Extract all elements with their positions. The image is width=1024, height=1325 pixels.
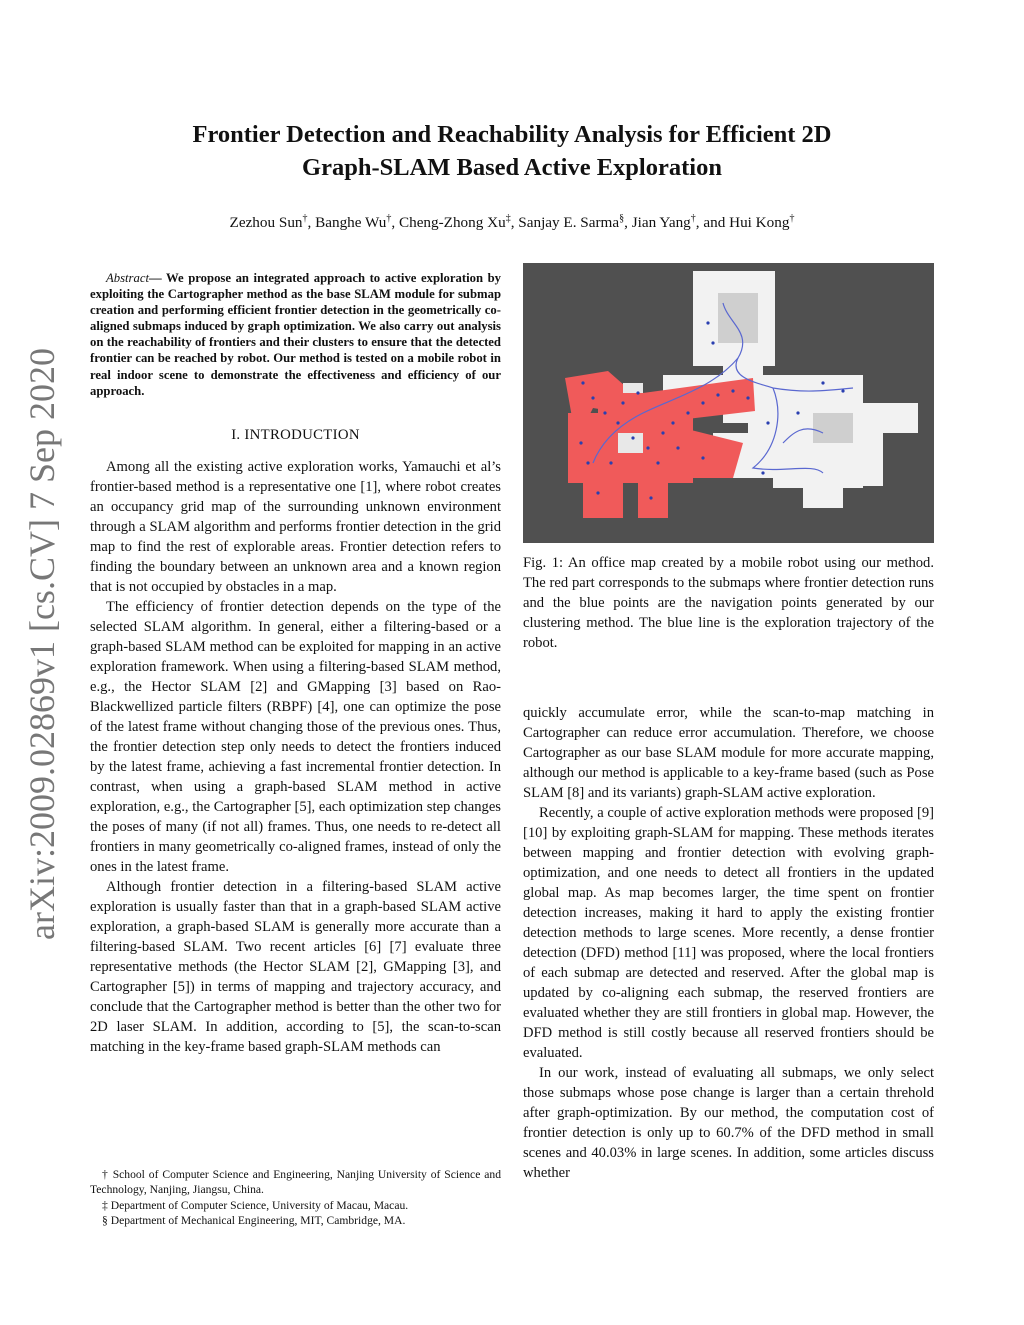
author: Sanjay E. Sarma§: [518, 213, 625, 232]
author: Banghe Wu†: [315, 213, 392, 232]
footnotes: [90, 1167, 501, 1229]
paragraph: Recently, a couple of active exploration methods were proposed [9] [10] by exploiting graph-SLAM for mapping. These methods iterates between mapping and frontier detection with evolving graph-optimization, and one needs to detect all frontiers in the updated global map. As map becomes larger, the time spent on frontier detection increases, making it hard to apply the existing frontier detection methods to large scenes. More recently, a dense frontier detection (DFD) method [11] was proposed, where the local frontiers of each submap are detected and reserved. After the global map is updated by co-aligning each submap, the reserved frontiers are evaluated whether they are still frontiers in global map. However, the DFD method is still costly because all reserved frontiers should be evaluated.: [523, 805, 934, 1061]
author: and Hui Kong†: [703, 213, 795, 232]
abstract-text: — We propose an integrated approach to active exploration by exploiting the Cartographer method as the base SLAM module for submap creation and performing efficient frontier detection in the geometrically co-aligned submaps induced by graph optimization. We also carry out analysis on the reachability of frontiers and their clusters to ensure that the detected frontier can be reached by robot. Our method is tested on a mobile robot in real indoor scene to demonstrate the effectiveness and efficiency of our approach.: [90, 271, 501, 398]
paragraph: The efficiency of frontier detection depends on the type of the selected SLAM algorithm. In general, either a filtering-based or a graph-based SLAM method can be exploited for mapping in an active exploration framework. When using a filtering-based SLAM method, e.g., the Hector SLAM [2] and GMapping [3] based on Rao-Blackwellized particle filters (RBPF) [4], one can optimize the pose of the latest frame without changing those of the previous ones. Thus, the frontier detection step only needs to detect the frontiers induced by the latest frame, achieving a fast incremental frontier detection. In contrast, when using a graph-based SLAM method in active exploration, e.g., the Cartographer [5], each optimization step changes the poses of many (if not all) frames. Thus, one needs to re-detect all frontiers in many geometrically co-aligned frames, instead of only the ones in the latest frame.: [90, 598, 501, 875]
author: Cheng-Zhong Xu‡: [398, 213, 511, 232]
office-map-image: [523, 263, 934, 543]
paragraph: Among all the existing active exploration works, Yamauchi et al’s frontier-based method is a representative one [1], where robot creates an occupancy grid map of the surrounding unknown environment through a SLAM algorithm and performs frontier detection in the grid map to find the rest of explorable areas. Frontier detection refers to finding the boundary between an unknown area and a known region that is not occupied by obstacles in a map.: [90, 458, 501, 595]
section-heading: I. INTRODUCTION: [231, 426, 360, 443]
figure-office-map: [523, 263, 934, 543]
figure-caption: Fig. 1: An office map created by a mobile robot using our method. The red part corresponds to the submaps where frontier detection runs and the blue points are the navigation points generated by our clustering method. The blue line is the exploration trajectory of the robot.: [523, 555, 934, 651]
paragraph: quickly accumulate error, while the scan-to-map matching in Cartographer can reduce error accumulation. Therefore, we choose Cartographer as our base SLAM module for more accurate mapping, although our method is applicable to a key-frame based (such as Pose SLAM [8] and its variants) graph-SLAM active exploration.: [523, 705, 934, 801]
author: Zezhou Sun†: [229, 213, 308, 232]
abstract: [90, 270, 501, 399]
abstract-label: Abstract: [106, 271, 149, 285]
footnote: § Department of Mechanical Engineering, MIT, Cambridge, MA.: [102, 1214, 406, 1228]
arxiv-side-label: arXiv:2009.02869v1 [cs.CV] 7 Sep 2020: [22, 348, 62, 940]
title-line-1: Frontier Detection and Reachability Analysis for Efficient 2D: [192, 121, 832, 148]
paper-title: [90, 118, 934, 184]
left-column: [90, 270, 501, 1057]
footnote: ‡ Department of Computer Science, University of Macau, Macau.: [102, 1198, 409, 1212]
paragraph: In our work, instead of evaluating all submaps, we only select those submaps whose pose change is larger than a certain threhold after graph-optimization. By our method, the computation cost of frontier detection is only up to 60.7% of the DFD method in small scenes and 40.03% in large scenes. In addition, some articles discuss whether: [523, 1065, 934, 1181]
author: Jian Yang†: [631, 213, 696, 232]
footnote: † School of Computer Science and Engineering, Nanjing University of Science and Technology, Nanjing, Jiangsu, China.: [90, 1168, 501, 1197]
author-list: Zezhou Sun†, Banghe Wu†, Cheng-Zhong Xu‡, Sanjay E. Sarma§, Jian Yang†, and Hui Kong†: [229, 213, 795, 232]
right-column: [523, 703, 934, 1183]
title-line-2: Graph-SLAM Based Active Exploration: [302, 154, 722, 181]
paragraph: Although frontier detection in a filtering-based SLAM active exploration is usually faster than that in a graph-based SLAM active exploration, a graph-based SLAM is generally more accurate than a filtering-based SLAM. Two recent articles [6] [7] evaluate three representative methods (the Hector SLAM [2], GMapping [3], and Cartographer [5]) in terms of mapping and trajectory accuracy, and conclude that the Cartographer method is better than the other two for 2D laser SLAM. In addition, according to [5], the scan-to-scan matching in the key-frame based graph-SLAM methods can: [90, 878, 501, 1055]
